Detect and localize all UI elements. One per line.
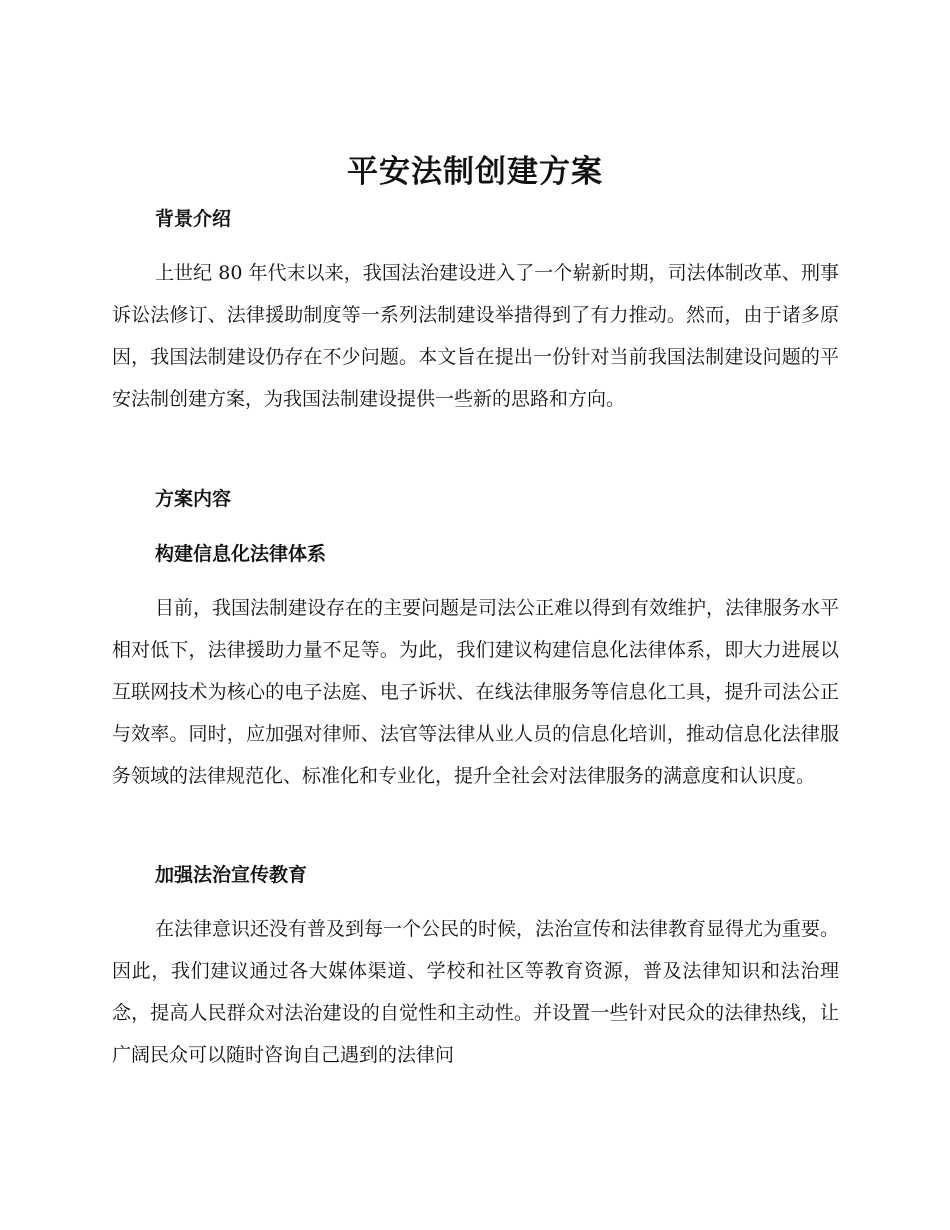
paragraph-information-legal-system: 目前，我国法制建设存在的主要问题是司法公正难以得到有效维护，法律服务水平相对低下，法律援助力量不足等。为此，我们建议构建信息化法律体系，即大力进展以互联网技术为核心的电子法庭、电子诉状、在线法律服务等信息化工具，提升司法公正与效率。同时，应加强对律师、法官等法律从业人员的信息化培训，推动信息化法律服务领域的法律规范化、标准化和专业化，提升全社会对法律服务的满意度和认识度。 — [112, 597, 840, 787]
section-heading-legal-education: 加强法治宣传教育 — [155, 864, 308, 886]
section-heading-background: 背景介绍 — [155, 208, 232, 230]
section-heading-information-legal-system: 构建信息化法律体系 — [155, 543, 327, 565]
section-heading-plan-content: 方案内容 — [155, 488, 232, 510]
paragraph-legal-education: 在法律意识还没有普及到每一个公民的时候，法治宣传和法律教育显得尤为重要。因此，我们建议通过各大媒体渠道、学校和社区等教育资源，普及法律知识和法治理念，提高人民群众对法治建设的自觉性和主动性。并设置一些针对民众的法律热线，让广阔民众可以随时咨询自己遇到的法律问 — [112, 918, 840, 1066]
document-title: 平安法制创建方案 — [347, 154, 603, 190]
paragraph-background: 上世纪 80 年代末以来，我国法治建设进入了一个崭新时期，司法体制改革、刑事诉讼法修订、法律援助制度等一系列法制建设举措得到了有力推动。然而，由于诸多原因，我国法制建设仍存在不少问题。本文旨在提出一份针对当前我国法制建设问题的平安法制创建方案，为我国法制建设提供一些新的思路和方向。 — [112, 262, 839, 410]
